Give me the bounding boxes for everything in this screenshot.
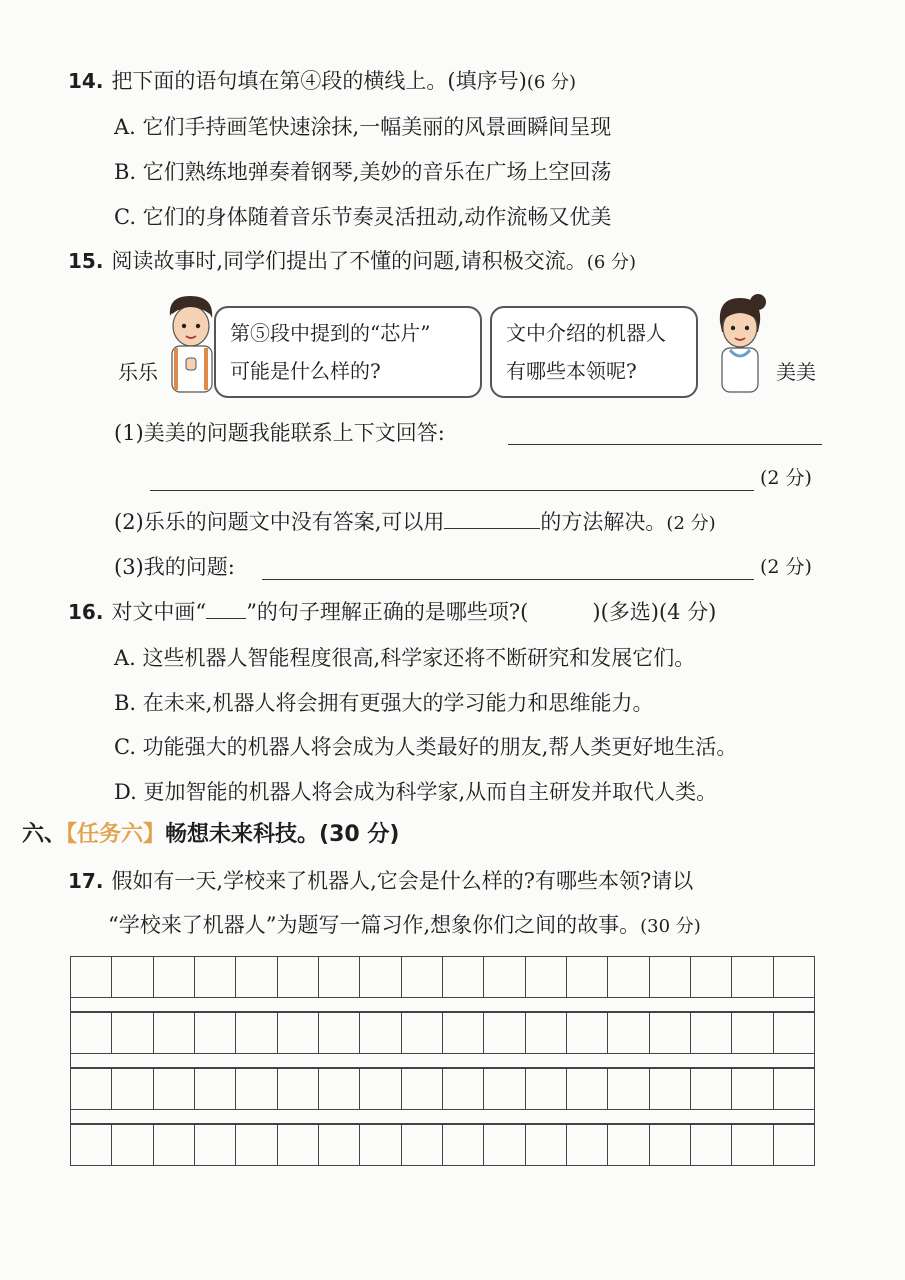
q15-sub3: (3)我的问题: <box>114 555 235 579</box>
q16-stem <box>68 597 716 627</box>
q15-sub2-text-a: (2)乐乐的问题文中没有答案,可以用 <box>114 510 445 534</box>
writing-grid-row-4[interactable] <box>70 1124 815 1166</box>
q16-number: 16. <box>68 600 104 624</box>
q14-option-a: A. 它们手持画笔快速涂抹,一幅美丽的风景画瞬间呈现 <box>114 115 612 139</box>
writing-grid-row-2[interactable] <box>70 1012 815 1054</box>
q14-option-b: B. 它们熟练地弹奏着钢琴,美妙的音乐在广场上空回荡 <box>114 160 612 184</box>
q15-sub2 <box>114 507 716 539</box>
q16-text-c: )(多选)(4 分) <box>592 600 717 624</box>
q16-text-b: ”的句子理解正确的是哪些项?( <box>246 600 529 624</box>
q14-stem <box>68 66 576 98</box>
q17-line1 <box>68 866 693 896</box>
q14-number: 14. <box>68 69 104 93</box>
meimei-speech-bubble <box>490 306 698 398</box>
meimei-name: 美美 <box>776 360 816 384</box>
q15-points: (6 分) <box>586 252 637 273</box>
q15-sub1-answer-line-2[interactable] <box>150 490 754 491</box>
q16-underline-mark <box>206 618 246 619</box>
q15-text: 阅读故事时,同学们提出了不懂的问题,请积极交流。 <box>111 249 587 273</box>
section-6-task-tag: 【任务六】 <box>66 822 166 847</box>
meimei-bubble-line1: 文中介绍的机器人 <box>506 321 666 345</box>
lele-bubble-line2: 可能是什么样的? <box>230 359 381 383</box>
q15-sub2-text-b: 的方法解决。 <box>540 510 667 534</box>
q15-stem <box>68 246 636 278</box>
q15-sub3-points: (2 分) <box>760 556 812 578</box>
section-6-heading <box>22 820 399 850</box>
q14-points: (6 分) <box>526 72 577 93</box>
section-6-title: 畅想未来科技。(30 分) <box>165 822 400 847</box>
q17-text-line1: 假如有一天,学校来了机器人,它会是什么样的?有哪些本领?请以 <box>111 869 694 893</box>
writing-grid-gap <box>70 1110 815 1124</box>
writing-grid-row-1[interactable] <box>70 956 815 998</box>
q16-option-a: A. 这些机器人智能程度很高,科学家还将不断研究和发展它们。 <box>114 646 696 670</box>
section-6-prefix: 六、 <box>22 822 67 847</box>
q15-sub1-points: (2 分) <box>760 467 812 489</box>
q14-option-c: C. 它们的身体随着音乐节奏灵活扭动,动作流畅又优美 <box>114 205 612 229</box>
q15-number: 15. <box>68 249 104 273</box>
q15-sub3-answer-line[interactable] <box>262 579 754 580</box>
q16-option-d: D. 更加智能的机器人将会成为科学家,从而自主研发并取代人类。 <box>114 780 718 804</box>
q16-text-a: 对文中画“ <box>111 600 207 624</box>
writing-grid-gap <box>70 998 815 1012</box>
q15-sub1-answer-line-1[interactable] <box>508 444 822 445</box>
q15-sub1: (1)美美的问题我能联系上下文回答: <box>114 421 445 445</box>
writing-grid-row-3[interactable] <box>70 1068 815 1110</box>
lele-name: 乐乐 <box>118 360 158 384</box>
q17-text-line2: “学校来了机器人”为题写一篇习作,想象你们之间的故事。 <box>108 913 641 937</box>
q15-sub2-points: (2 分) <box>666 513 716 534</box>
lele-bubble-line1: 第⑤段中提到的“芯片” <box>230 321 431 345</box>
q16-option-b: B. 在未来,机器人将会拥有更强大的学习能力和思维能力。 <box>114 691 654 715</box>
q14-text: 把下面的语句填在第④段的横线上。(填序号) <box>111 69 527 93</box>
girl-illustration <box>708 292 772 396</box>
q16-option-c: C. 功能强大的机器人将会成为人类最好的朋友,帮人类更好地生活。 <box>114 735 738 759</box>
q17-number: 17. <box>68 869 104 893</box>
meimei-bubble-line2: 有哪些本领呢? <box>506 359 637 383</box>
q15-sub2-blank[interactable] <box>444 528 540 529</box>
lele-speech-bubble <box>214 306 482 398</box>
writing-grid-gap <box>70 1054 815 1068</box>
q17-line2 <box>108 910 701 942</box>
q17-points: (30 分) <box>640 916 701 937</box>
